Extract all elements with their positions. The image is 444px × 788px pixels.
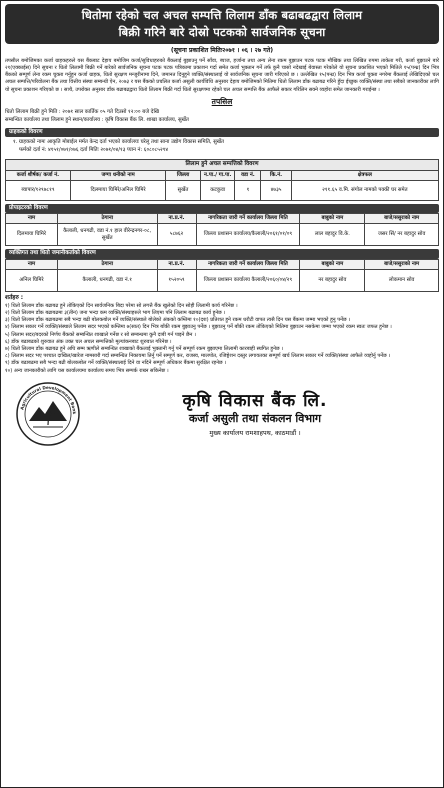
borrower-registration-line: फर्मको दर्ता नं: ४१५१/०७१/०७६ दर्ता मितिः २०७१/०४/१३ प्यान नं: ६०८०८५२९४ xyxy=(19,146,169,153)
table-cell: नर बहादुर सोव xyxy=(300,269,365,291)
table-cell: जिल्ला प्रशासन कार्यालय कैलाली/२०६०/०४/२९ xyxy=(196,269,300,291)
table-cell: १ xyxy=(235,180,261,200)
term-item: १) धितो लिलाम डाँक बढाबढ हुने तोकिएको दिन सार्वजनिक बिदा परेमा सो लगत्तै बैंक खुलेको दिन सोही लिलामी कार्य गरिनेछ । xyxy=(5,302,238,309)
col-header: ना.प्र.नं. xyxy=(157,259,196,269)
bank-signature-block xyxy=(81,390,429,437)
svg-text:Agricultural Development Bank xyxy=(15,381,77,414)
term-item: ९) डाँक बढाबढमा सबै भन्दा बढी बोलकबोल गर्ने व्यक्ति/संस्थालाई दिने वा नदिने सम्पूर्ण अधिकार बैंकमा सुरक्षित रहनेछ । xyxy=(5,360,227,367)
table-cell: जसर सिं/ नर बहादुर सोव xyxy=(365,224,439,246)
logo-text: Agricultural Development Bank xyxy=(19,384,78,415)
col-header: क्षेत्रफल xyxy=(291,170,438,180)
col-header: बाबुको नाम xyxy=(300,214,365,224)
term-item: ३) धितो लिलाम डाँक बढाबढमा सबै भन्दा बढी बोलकबोल गर्ने व्यक्ति/संस्थाले बोलेको अंकको कम्तिमा १०(दश) प्रतिशत हुने रकम धरौटी वापत त्यसै दिन यस बैंकमा जम्मा भएको हुनु पर्नेछ । xyxy=(5,317,351,324)
terms-heading: शर्तहरु : xyxy=(5,294,24,301)
table-header-row xyxy=(6,259,439,269)
guarantor-table xyxy=(5,259,439,292)
col-header: बाबुको नाम xyxy=(300,259,365,269)
table-row xyxy=(6,180,439,200)
department-name: कर्जा असुली तथा संकलन विभाग xyxy=(188,412,322,426)
table-cell: सुर्खेत xyxy=(166,180,201,200)
col-header: ठेगाना xyxy=(57,259,157,269)
borrower-name-line: १. ग्राहकको नामः आकृति मोबाईल मर्मत केन्द्र दर्ता भएको कार्यालयः घरेलु तथा साना उद्योग विकास समिति, सुर्खेत xyxy=(13,139,224,146)
bank-name: कृषि विकास बैंक लि. xyxy=(182,391,328,412)
publication-date: (सूचना प्रकाशित मितिः२०७१ । ०६ । २७ गते) xyxy=(170,47,274,55)
notice-title-line1: धितोमा रहेको चल अचल सम्पत्ति लिलाम डाँक बढाबढद्वारा लिलाम xyxy=(81,8,363,22)
col-header: ठेगाना xyxy=(57,214,157,224)
term-item: ४) लिलाम सकार गर्ने व्यक्ति/संस्थाले लिलाम सदर भएको कम्तिमा ७(सात) दिन भित्र बाँकी रकम बुझाउनु पर्नेछ । बुझाउनु पर्ने बाँकी रकम तोकिएको मितिमा बुझाउन नसकेमा जम्मा भएको रकम स्वतः जफत हुनेछ । xyxy=(5,324,392,331)
guarantor-section-bar: व्यक्तिगत तथा धितो जमानीकर्ताको विवरण xyxy=(5,249,439,259)
col-header: कर्जा शीर्षक/ कर्जा नं. xyxy=(6,170,71,180)
proprietor-section-bar: प्रोपाइटरको विवरण xyxy=(5,204,439,214)
proprietor-table xyxy=(5,213,439,246)
borrower-details xyxy=(5,137,439,156)
term-item: २) धितो लिलाम डाँक बढाबढमा ३(तीन) जना भन्दा कम व्यक्ति/संस्थाहरुले भाग लिएमा पनि लिलाम बढाबढ कार्य हुनेछ । xyxy=(5,309,226,316)
col-header: नागरिकता जारी गर्ने कार्यालय जिल्ला मिति xyxy=(196,214,300,224)
table-cell: कटकुवा xyxy=(200,180,235,200)
table-cell: दिलमाया घिमिरे/अनिल घिमिरे xyxy=(70,180,165,200)
table-cell: ५८७६२ xyxy=(157,224,196,246)
col-header: नाम xyxy=(6,214,58,224)
col-header: कि.नं. xyxy=(261,170,291,180)
intro-paragraph: तपसील बमोजिमका कर्जा ग्राहकहरुले यस बैंकबाट देहाय बमोजिम कर्जा/सुविधाहरुको बैंकलाई बुझाउनु पर्ने साँवा, ब्याज, हर्जाना तथा अन्य लेना रकम बुझाउन पटक पटक मौखिक तथा लिखित रुपमा ताकेता गरी, कर्जा बुझाउने बारे २१(एक्काईस) दिने सूचना र धितो लिलामी बिक्री गर्ने बारेको सार्वजनिक सूचना पटक पटक पत्रिकामा प्रकाशन गर्दा समेत कर्जा भुक्तान गर्ने तर्फ कुनै चासो नदेखाई बेवास्ता गरेकोले यो सूचना प्रकाशित भएको मितिले १५(पन्ध्र) दिन भित्र बैंकको सम्पूर्ण लेना रकम चुक्ता गर्नुहुन कर्जा ग्राहक, धितो सुरक्षण मन्जुरीनामा दिने, जमानत दिनुहुने व्यक्ति/संस्थालाई यो सार्वजनिक सूचना जारी गरिएको छ । उल्लेखित १५(पन्ध्र) दिन भित्र कर्जा चुक्ता नगरेमा बैंकलाई लेखिदिएको चल अचल सम्पत्ति/परिवोलना बैंक तथा वित्तीय संस्था सम्बन्धी ऐन, २०७३ र यस बैंकको प्रचलित कर्जा असुली कार्यविधि अनुसार देहाय बमोजिमको मितिमा धितो लिलाम डाँक बढाबढ गरिने हुँदा ईच्छुक व्यक्ति/संस्था तथा सबैको जानकारीका लागि यो सूचना प्रकाशन गरिएको छ । साथै, उपरोक्त अनुसार डाँक बढाबढद्वारा धितो लिलाम बिक्री गर्दा धितो सुरक्षणमा रहेको चल अचल सम्पत्ति बैंक आफैले सकार गरिलिन सक्ने व्यहोरा समेत जानकारी गराईन्छ । xyxy=(5,57,439,93)
table-cell: लाल बहादुर वि.के. xyxy=(300,224,365,246)
table-cell: कैलाली, धनगढी, वडा नं.१ xyxy=(57,269,157,291)
table-cell: ४७३५ xyxy=(261,180,291,200)
terms-list xyxy=(5,303,439,375)
table-cell: जिल्ला प्रशासन कार्यालय/कैलाली/२०६१/०१/०९ xyxy=(196,224,300,246)
col-header: जिल्ला xyxy=(166,170,201,180)
bank-logo-icon xyxy=(15,381,81,447)
col-header: जग्गा धनीको नाम xyxy=(70,170,165,180)
notice-title-line2: बिक्री गरिने बारे दोस्रो पटकको सार्वजनिक सूचना xyxy=(118,24,326,39)
borrower-section-bar: ग्राहकको विवरण xyxy=(5,128,439,138)
notice-title-box xyxy=(5,4,439,44)
col-header: ना.प्र.नं. xyxy=(157,214,196,224)
auction-venue-line: सम्बन्धित कार्यालय तथा लिलाम हुने स्थान/कार्यालय : कृषि विकास बैंक लि. शाखा कार्यालय, सुर्खेत xyxy=(5,116,189,123)
head-office-address: मुख्य कार्यालय रामशाहपथ, काठमाडौं । xyxy=(209,428,301,437)
auction-schedule xyxy=(5,109,439,125)
col-header: नागरिकता जारी गर्ने कार्यालय जिल्ला मिति xyxy=(196,259,300,269)
col-header: बाजे/ससुराको नाम xyxy=(365,214,439,224)
table-row xyxy=(6,224,439,246)
table-cell: दिलमाया घिमिरे xyxy=(6,224,58,246)
table-header-row xyxy=(6,170,439,180)
table-cell: अनिल घिमिरे xyxy=(6,269,58,291)
term-item: ७) धितो लिलाम डाँक बढाबढ हुने अघि सम्म ऋणीले सम्बन्धित शाखाको बैंकलाई भुक्तानी गर्नु पर्ने सम्पूर्ण रकम बुझाएमा लिलामी कारबाही स्थगित हुनेछ । xyxy=(5,345,284,352)
immovable-table-title: लिलाम हुने अचल सम्पत्तिको विवरण xyxy=(5,159,439,170)
table-header-row xyxy=(6,214,439,224)
col-header: बाजे/ससुराको नाम xyxy=(365,259,439,269)
col-header: नाम xyxy=(6,259,58,269)
table-cell: कैलाली, धनगढी, वडा नं.१ हाल वीरेन्द्रनगर-०८, सुर्खेत xyxy=(57,224,157,246)
col-header: न.पा./ गा.पा. xyxy=(200,170,235,180)
table-cell: १५२०५९ xyxy=(157,269,196,291)
immovable-property-table xyxy=(5,170,439,201)
term-item: ५) लिलाम सदर/बदरको निर्णय बैंकको सम्बन्धित शाखाले गर्नेछ र सो सम्बन्धमा कुनै दाबी गर्न पाइने छैन । xyxy=(5,331,196,338)
term-item: ८) लिलाम सदर भए पश्चात दाखिल/खारेज नामसारी गर्दा सम्बन्धित निकायमा तिर्नु पर्ने सम्पूर्ण कर, राजस्व, मालपोत, रजिष्ट्रेशन दस्तुर लगायतका सम्पूर्ण खर्च लिलाम सकार गर्ने व्यक्ति/संस्था आफैले व्यहोर्नु पर्नेछ । xyxy=(5,353,391,360)
tapasil-heading: तपसिल xyxy=(211,96,233,106)
table-row xyxy=(6,269,439,291)
term-item: १०) अन्य जानकारीको लागि यस कार्यालयमा कार्यालय समय भित्र सम्पर्क राख्न सकिनेछ । xyxy=(5,367,169,374)
table-cell: ब्यापार/१२९७८१९ xyxy=(6,180,71,200)
auction-date-line: धितो लिलाम बिक्री हुने मिति : २०७१ साल कार्तिक ०५ गते दिउसो १२:०० बजे देखि xyxy=(5,108,160,115)
bank-footer xyxy=(5,381,439,447)
col-header: वडा नं. xyxy=(235,170,261,180)
table-cell: लोकमान सोव xyxy=(365,269,439,291)
term-item: ६) डाँक बढाबढको शुरुवात अंक उक्त चल अचल सम्पत्तिको मूल्यांकनबाट शुरुवात गरिनेछ । xyxy=(5,338,172,345)
table-cell: २११.६५ व.मि. संगोल नामको पक्की घर समेत xyxy=(291,180,438,200)
